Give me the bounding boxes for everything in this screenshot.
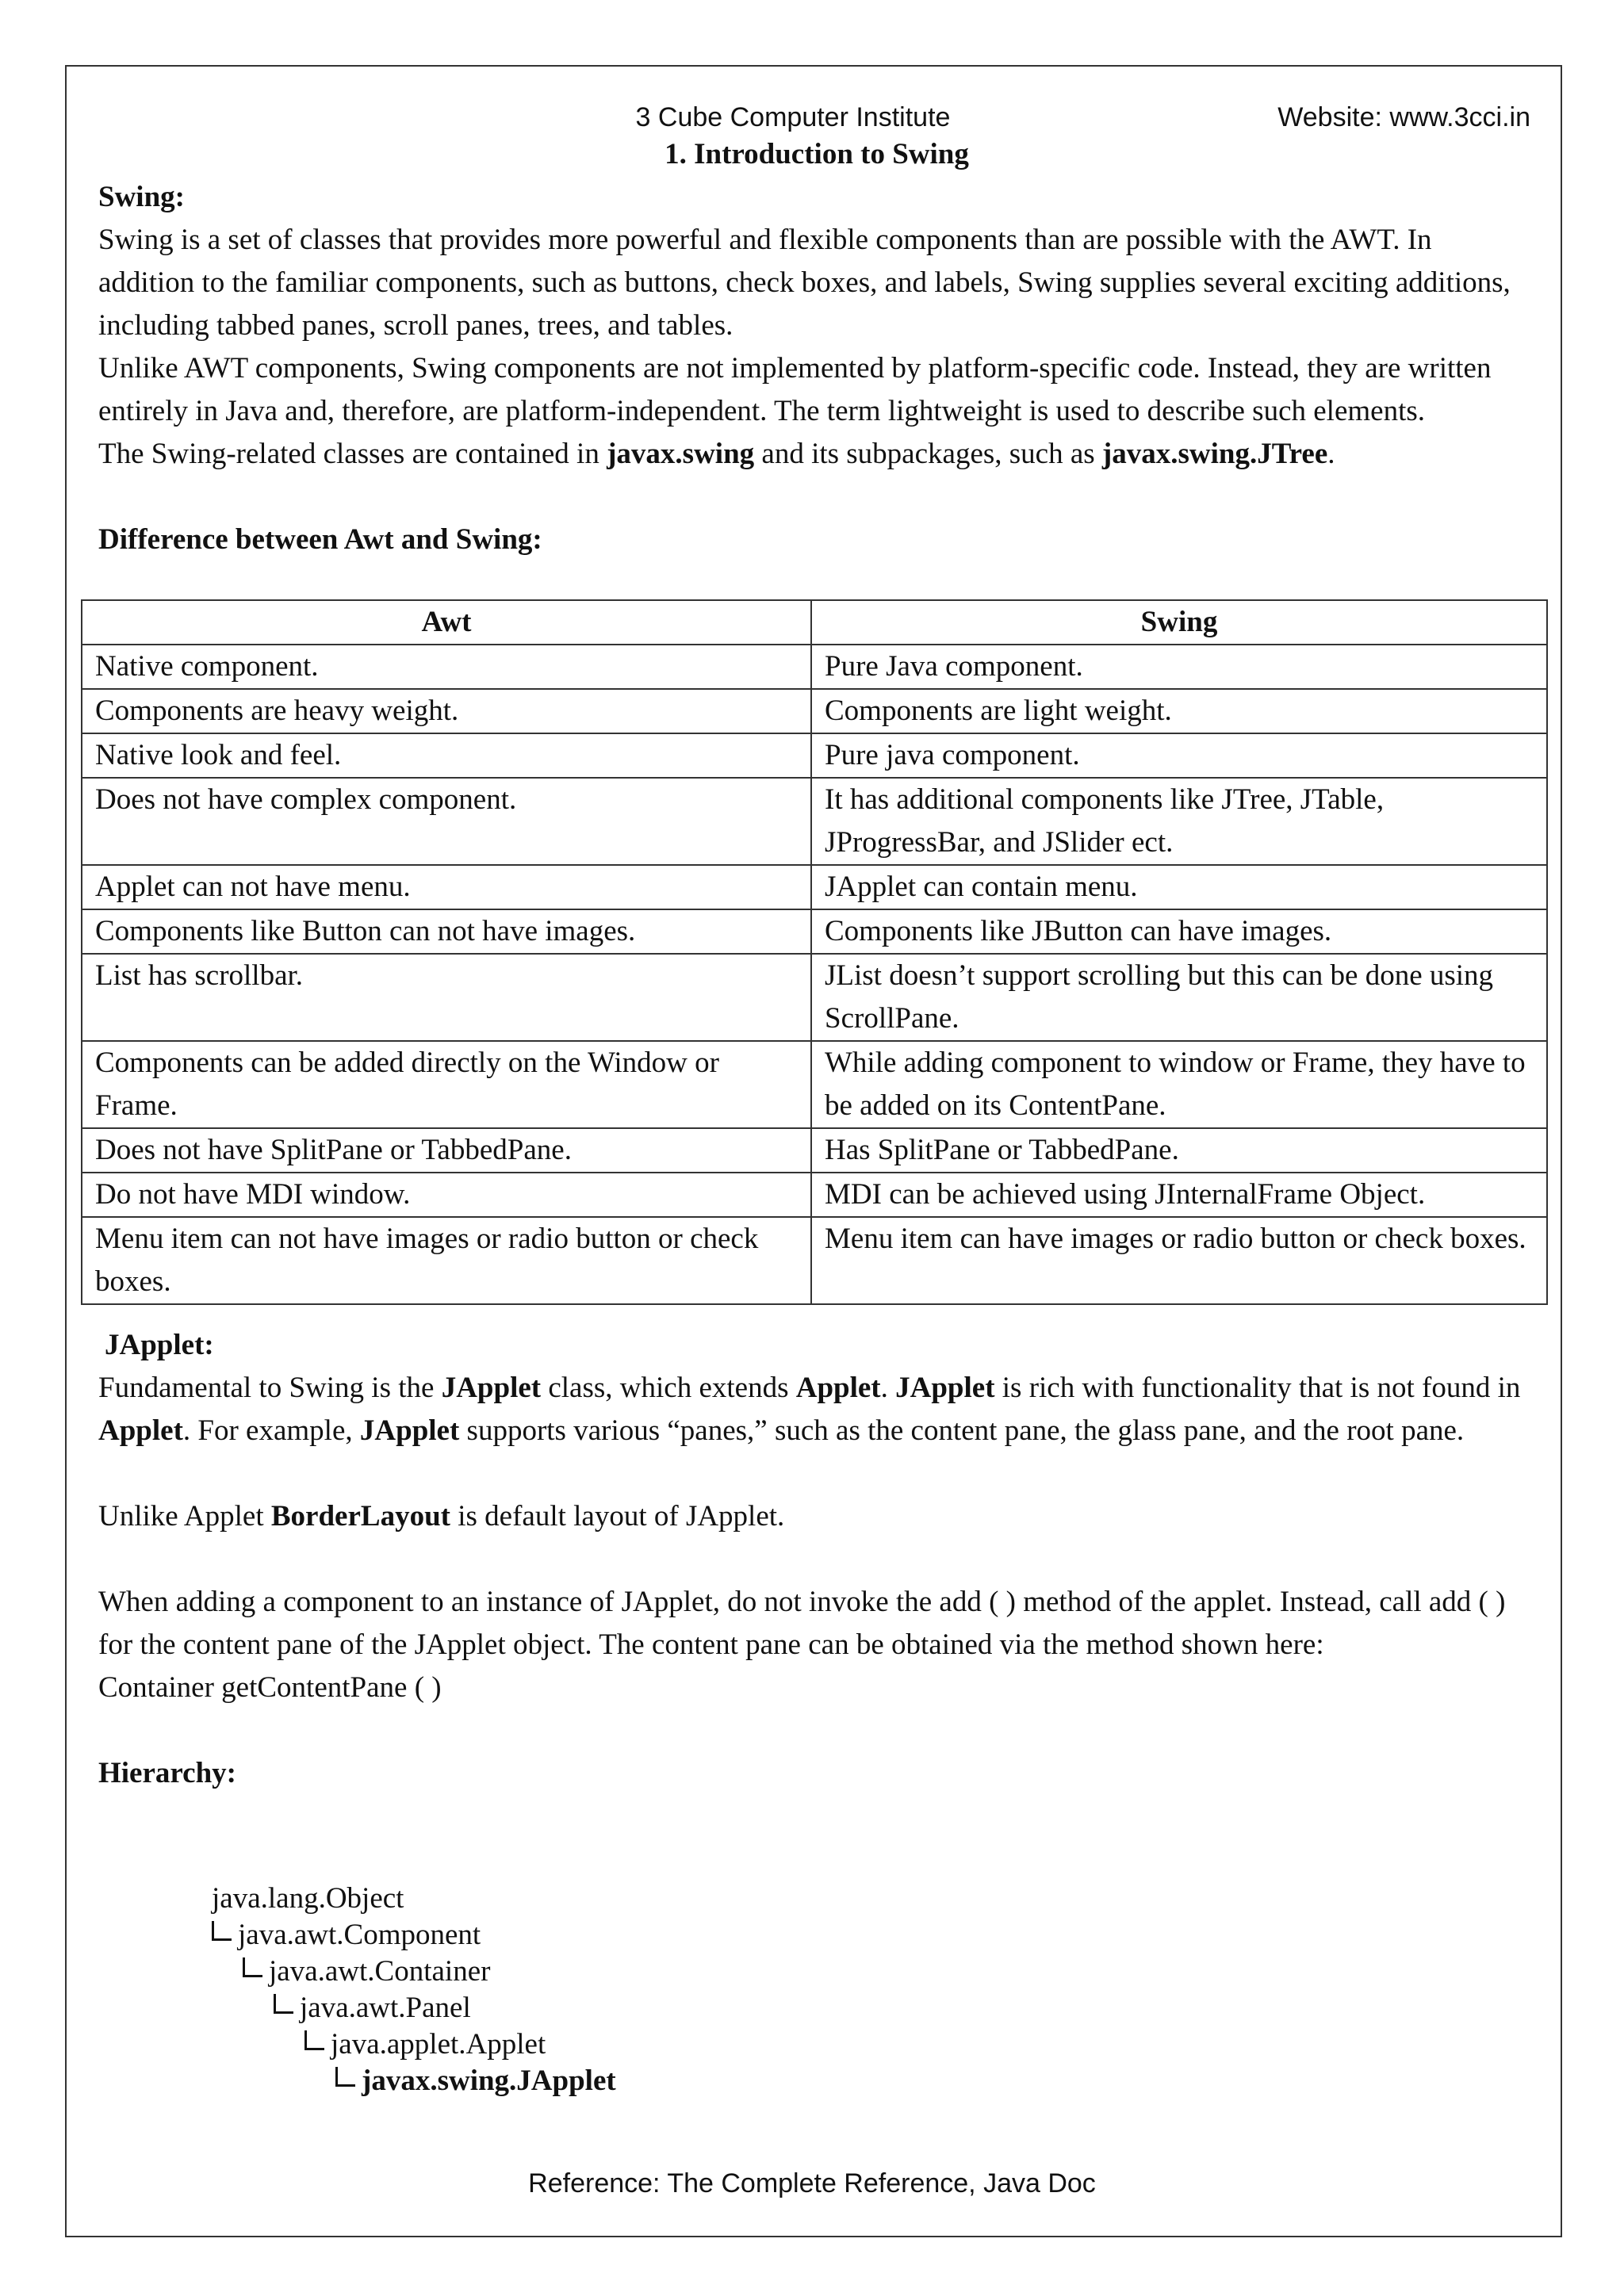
japplet-paragraph-3: When adding a component to an instance of JApplet, do not invoke the add ( ) method of the applet. Instead, call add ( ) for the content pane of the JApplet object. The content pane can be obtained via the method shown here: — [98, 1586, 1506, 1661]
swing-cell: It has additional components like JTree, JTable, JProgressBar, and JSlider ect. — [811, 778, 1547, 865]
difference-heading: Difference between Awt and Swing: — [98, 523, 542, 556]
tree-node-label: java.awt.Panel — [300, 1992, 471, 2024]
spacer — [98, 1709, 1530, 1752]
swing-cell: Has SplitPane or TabbedPane. — [811, 1128, 1547, 1173]
class-name: JApplet — [441, 1372, 542, 1404]
table-row — [82, 1128, 1547, 1173]
tree-node-label: java.applet.Applet — [331, 2028, 546, 2061]
awt-cell: Does not have complex component. — [82, 778, 811, 865]
column-header-swing: Swing — [811, 600, 1547, 645]
japplet-paragraph-1 — [98, 1367, 1530, 1452]
text-span: is default layout of JApplet. — [450, 1500, 785, 1533]
awt-cell: Native component. — [82, 645, 811, 689]
header-website: Website: www.3cci.in — [1277, 102, 1530, 132]
japplet-heading: JApplet: — [105, 1329, 214, 1361]
text-span: is rich with functionality that is not found in — [994, 1372, 1521, 1404]
awt-cell: List has scrollbar. — [82, 954, 811, 1041]
package-name: javax.swing — [607, 438, 755, 470]
spacer — [98, 1452, 1530, 1495]
awt-cell: Components are heavy weight. — [82, 689, 811, 733]
tree-node — [98, 2026, 616, 2063]
awt-cell: Applet can not have menu. — [82, 865, 811, 909]
table-row — [82, 909, 1547, 954]
method-signature: Container getContentPane ( ) — [98, 1671, 442, 1704]
table-row — [82, 1041, 1547, 1128]
table-row — [82, 1173, 1547, 1217]
japplet-paragraph-2 — [98, 1495, 1530, 1538]
tree-branch-icon — [274, 1994, 293, 2014]
swing-cell: Pure Java component. — [811, 645, 1547, 689]
swing-paragraph-3 — [98, 433, 1530, 476]
table-row — [82, 733, 1547, 778]
tree-node — [98, 1954, 616, 1990]
tree-branch-icon — [335, 2067, 355, 2087]
text-span: class, which extends — [541, 1372, 796, 1404]
text-span: . — [1327, 438, 1335, 470]
tree-branch-icon — [212, 1921, 232, 1941]
awt-cell: Native look and feel. — [82, 733, 811, 778]
text-span: Fundamental to Swing is the — [98, 1372, 442, 1404]
swing-cell: MDI can be achieved using JInternalFrame Object. — [811, 1173, 1547, 1217]
text-span: and its subpackages, such as — [754, 438, 1102, 470]
swing-section — [98, 176, 1530, 561]
header-institute: 3 Cube Computer Institute — [635, 102, 951, 132]
text-span: The Swing-related classes are contained in — [98, 438, 607, 470]
text-span: . For example, — [182, 1414, 360, 1447]
swing-cell: JList doesn’t support scrolling but this can be done using ScrollPane. — [811, 954, 1547, 1041]
document-title: 1. Introduction to Swing — [665, 138, 969, 170]
tree-node — [98, 1990, 616, 2026]
class-name: Applet — [98, 1414, 183, 1447]
tree-branch-icon — [304, 2030, 324, 2050]
difference-table — [81, 599, 1548, 1305]
table-header-row — [82, 600, 1547, 645]
awt-cell: Menu item can not have images or radio button or check boxes. — [82, 1217, 811, 1304]
spacer — [98, 476, 1530, 519]
tree-node-label: java.awt.Component — [238, 1919, 481, 1951]
awt-cell: Does not have SplitPane or TabbedPane. — [82, 1128, 811, 1173]
swing-cell: Components like JButton can have images. — [811, 909, 1547, 954]
layout-name: BorderLayout — [270, 1500, 450, 1533]
table-row — [82, 954, 1547, 1041]
tree-branch-icon — [243, 1957, 262, 1977]
hierarchy-tree — [98, 1881, 616, 2099]
hierarchy-heading: Hierarchy: — [98, 1757, 236, 1789]
awt-cell: Do not have MDI window. — [82, 1173, 811, 1217]
spacer — [98, 1538, 1530, 1581]
swing-paragraph-1: Swing is a set of classes that provides more powerful and flexible components than are possible with the AWT. In addition to the familiar components, such as buttons, check boxes, and labels, Swing supplies several exciting additions, including tabbed panes, scroll panes, trees, and tables. — [98, 224, 1511, 342]
tree-node-label: java.awt.Container — [269, 1955, 491, 1988]
table-row — [82, 778, 1547, 865]
tree-node — [98, 1917, 616, 1954]
tree-node-label: java.lang.Object — [212, 1882, 404, 1915]
swing-cell: JApplet can contain menu. — [811, 865, 1547, 909]
japplet-section — [98, 1324, 1530, 1795]
tree-node — [98, 1881, 616, 1917]
class-name: Applet — [795, 1372, 881, 1404]
package-name: javax.swing.JTree — [1101, 438, 1328, 470]
tree-node — [98, 2063, 616, 2099]
swing-cell: Pure java component. — [811, 733, 1547, 778]
swing-paragraph-2: Unlike AWT components, Swing components are not implemented by platform-specific code. Instead, they are written entirely in Java and, therefore, are platform-independent. The term lightweight is used to describe such elements. — [98, 352, 1492, 427]
swing-heading: Swing: — [98, 181, 185, 213]
swing-cell: Menu item can have images or radio button or check boxes. — [811, 1217, 1547, 1304]
swing-cell: While adding component to window or Frame, they have to be added on its ContentPane. — [811, 1041, 1547, 1128]
awt-cell: Components like Button can not have images. — [82, 909, 811, 954]
text-span: . — [880, 1372, 896, 1404]
text-span: Unlike Applet — [98, 1500, 271, 1533]
column-header-awt: Awt — [82, 600, 811, 645]
table-row — [82, 1217, 1547, 1304]
swing-cell: Components are light weight. — [811, 689, 1547, 733]
table-row — [82, 645, 1547, 689]
footer-reference: Reference: The Complete Reference, Java Doc — [528, 2168, 1096, 2198]
class-name: JApplet — [895, 1372, 995, 1404]
text-span: supports various “panes,” such as the content pane, the glass pane, and the root pane. — [459, 1414, 1465, 1447]
awt-cell: Components can be added directly on the Window or Frame. — [82, 1041, 811, 1128]
table-row — [82, 865, 1547, 909]
tree-node-label: javax.swing.JApplet — [362, 2064, 616, 2097]
table-row — [82, 689, 1547, 733]
class-name: JApplet — [359, 1414, 460, 1447]
